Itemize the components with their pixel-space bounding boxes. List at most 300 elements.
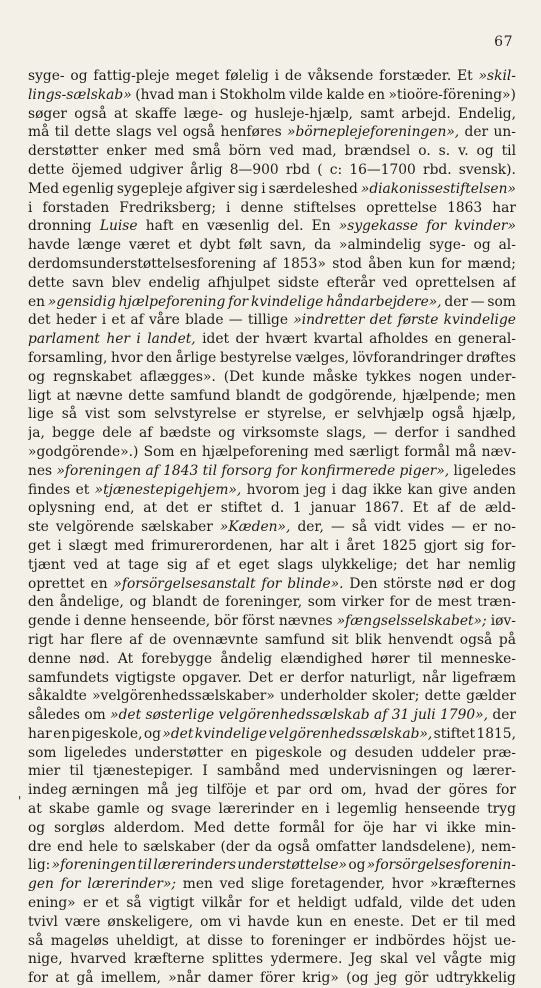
word: der bbox=[444, 293, 468, 310]
word: tillige bbox=[247, 312, 289, 329]
word: sit bbox=[331, 631, 349, 648]
text-line bbox=[28, 368, 516, 387]
word: at bbox=[113, 105, 128, 122]
word: haft bbox=[145, 218, 174, 235]
word: dronning bbox=[28, 218, 92, 235]
text-line bbox=[28, 913, 516, 932]
italic-word: landet, bbox=[147, 331, 196, 348]
italic-word: til bbox=[202, 462, 217, 479]
word: to bbox=[123, 838, 138, 855]
word: blandt bbox=[152, 594, 198, 611]
word: i bbox=[74, 613, 80, 630]
word: det bbox=[405, 556, 429, 573]
word: styrelse, bbox=[267, 406, 327, 423]
word: våre bbox=[149, 312, 180, 329]
word: det bbox=[451, 895, 474, 912]
word: små bbox=[192, 143, 221, 160]
word: træn- bbox=[477, 594, 516, 611]
word: er bbox=[83, 895, 98, 912]
word: så bbox=[351, 519, 368, 536]
word: samfundets bbox=[28, 669, 109, 686]
text-line bbox=[28, 593, 516, 612]
word: en bbox=[301, 801, 319, 818]
italic-word: »indretter bbox=[293, 312, 365, 329]
word: og bbox=[129, 594, 147, 611]
word: været bbox=[128, 237, 171, 254]
word: mest bbox=[437, 594, 472, 611]
word: åben bbox=[368, 255, 403, 272]
word: undervisningen bbox=[328, 763, 438, 780]
word: heldigt bbox=[297, 895, 347, 912]
word: denne bbox=[83, 613, 127, 630]
italic-word: Luise bbox=[99, 218, 138, 235]
word: dre bbox=[28, 838, 52, 855]
word: selvstyrelse bbox=[154, 406, 237, 423]
word: understøtter bbox=[134, 744, 223, 761]
word: for bbox=[333, 819, 354, 836]
word: stiftelses bbox=[293, 199, 357, 216]
word: bædste bbox=[159, 425, 211, 442]
text-line bbox=[28, 481, 516, 500]
word: hvad bbox=[374, 782, 409, 799]
word: alt bbox=[310, 537, 329, 554]
word: »almindelig bbox=[339, 237, 422, 254]
italic-word: velgörenhedssælskab», bbox=[268, 725, 433, 742]
word: også bbox=[74, 105, 107, 122]
word: såkaldte bbox=[28, 688, 87, 705]
italic-word: »det bbox=[162, 725, 194, 742]
word: damer bbox=[207, 970, 253, 987]
word: savn bbox=[71, 274, 104, 291]
word: At bbox=[117, 650, 134, 667]
word: har bbox=[436, 556, 461, 573]
word: i bbox=[331, 481, 337, 498]
word: for bbox=[389, 594, 410, 611]
italic-word: kvindelige bbox=[250, 293, 324, 310]
word: vilkår bbox=[201, 895, 242, 912]
word: de bbox=[459, 500, 477, 517]
text-line bbox=[28, 443, 516, 462]
word: tykkes bbox=[365, 368, 412, 385]
word: også bbox=[277, 838, 311, 855]
italic-word: parlament bbox=[28, 331, 100, 348]
word: slags bbox=[115, 124, 152, 141]
text-line bbox=[28, 669, 516, 688]
word: En bbox=[311, 218, 331, 235]
word: hvorom bbox=[246, 481, 300, 498]
word: först bbox=[242, 613, 275, 630]
word: har bbox=[60, 631, 84, 648]
italic-word: lærerinder»; bbox=[87, 876, 177, 893]
word: men bbox=[182, 876, 213, 893]
italic-word: i bbox=[136, 331, 141, 348]
word: par bbox=[276, 782, 301, 799]
word: sig bbox=[237, 180, 259, 197]
word: i bbox=[28, 199, 33, 216]
italic-word: af bbox=[145, 462, 159, 479]
word: ( bbox=[317, 161, 323, 178]
word: nes bbox=[28, 462, 53, 479]
text-line bbox=[28, 537, 516, 556]
word: årlig bbox=[190, 161, 223, 178]
word: det bbox=[165, 500, 189, 517]
word: »tioöre-förening») bbox=[388, 86, 516, 103]
italic-word: gen bbox=[28, 876, 54, 893]
word: oprettelsen bbox=[415, 274, 495, 291]
word: sambånd bbox=[216, 763, 281, 780]
word: om bbox=[200, 913, 222, 930]
word: i bbox=[261, 180, 266, 197]
word: med bbox=[289, 763, 320, 780]
word: ønskeligere, bbox=[107, 913, 194, 930]
text-line bbox=[28, 781, 516, 800]
italic-word: første bbox=[397, 312, 439, 329]
word: også bbox=[459, 631, 493, 648]
word: for bbox=[441, 255, 462, 272]
word: naturligt, bbox=[350, 669, 416, 686]
word: særdeleshed bbox=[268, 180, 358, 197]
word: landsdelene), bbox=[381, 838, 476, 855]
text-line bbox=[28, 161, 516, 180]
word: ulykkelige; bbox=[321, 556, 398, 573]
word: iøv- bbox=[490, 613, 516, 630]
word: og bbox=[446, 763, 464, 780]
word: slige bbox=[251, 876, 284, 893]
word: hjælp, bbox=[472, 406, 516, 423]
word: af bbox=[502, 274, 516, 291]
word: bör bbox=[214, 613, 238, 630]
word: — bbox=[330, 519, 345, 536]
text-line bbox=[28, 819, 516, 838]
word: al- bbox=[498, 237, 516, 254]
word: legemlig bbox=[337, 801, 398, 818]
word: for bbox=[495, 782, 516, 799]
word: der bbox=[416, 782, 441, 799]
italic-word: af bbox=[373, 707, 388, 724]
text-line bbox=[28, 462, 516, 481]
word: egenlig bbox=[62, 180, 114, 197]
word: sygepleje bbox=[116, 180, 183, 197]
word: foreninger, bbox=[225, 594, 303, 611]
word: således bbox=[28, 707, 80, 724]
word: Jeg bbox=[349, 951, 373, 968]
word: nød. bbox=[79, 650, 110, 667]
italic-word: »foreningen bbox=[56, 462, 142, 479]
word: har bbox=[392, 819, 417, 836]
word: om, bbox=[340, 782, 367, 799]
word: kun bbox=[296, 913, 323, 930]
word: lig: bbox=[28, 857, 51, 874]
word: året bbox=[346, 537, 375, 554]
word: vi bbox=[425, 819, 438, 836]
word: kræfterne bbox=[134, 951, 205, 968]
word: brændsel bbox=[344, 143, 411, 160]
italic-word: her bbox=[106, 331, 131, 348]
word: er bbox=[442, 913, 458, 930]
word: må bbox=[455, 443, 477, 460]
word: ligefræm bbox=[452, 669, 516, 686]
word: Et bbox=[457, 68, 473, 84]
word: eneste. bbox=[353, 913, 405, 930]
word: 1867. bbox=[364, 500, 404, 517]
word: derfor bbox=[394, 425, 439, 442]
word: et bbox=[111, 312, 126, 329]
word: stiftet bbox=[220, 500, 263, 517]
text-line bbox=[28, 199, 516, 218]
word: ligeledes bbox=[64, 744, 127, 761]
word: den bbox=[28, 594, 54, 611]
word: så bbox=[126, 895, 142, 912]
word: for bbox=[28, 970, 49, 987]
word: öje bbox=[362, 819, 384, 836]
word: sig bbox=[166, 556, 188, 573]
italic-word: 1790», bbox=[440, 707, 489, 724]
word: (og bbox=[346, 970, 369, 987]
word: Stokholm bbox=[219, 86, 286, 103]
word: tilföje bbox=[206, 782, 247, 799]
italic-word: for bbox=[60, 876, 81, 893]
word: d. bbox=[270, 500, 285, 517]
word: »kræfternes bbox=[429, 876, 516, 893]
word: syge- bbox=[429, 237, 466, 254]
word: vides bbox=[407, 519, 445, 536]
word: som bbox=[28, 744, 57, 761]
word: eget bbox=[238, 556, 270, 573]
word: ikke bbox=[372, 481, 403, 498]
word: årlige bbox=[175, 349, 217, 366]
word: og bbox=[28, 819, 46, 836]
word: med bbox=[114, 537, 145, 554]
word: Det bbox=[410, 913, 436, 930]
word: oprettet bbox=[28, 575, 85, 592]
word: mageløs bbox=[50, 932, 109, 949]
word: må bbox=[147, 782, 169, 799]
word: enіng» bbox=[28, 895, 76, 912]
italic-word: kvindelige bbox=[194, 725, 268, 742]
text-line bbox=[28, 687, 516, 706]
word: er bbox=[469, 575, 485, 592]
word: til bbox=[69, 763, 84, 780]
word: lærer- bbox=[472, 763, 516, 780]
word: denne bbox=[240, 199, 284, 216]
word: mad, bbox=[302, 143, 337, 160]
word: forstæder. bbox=[379, 68, 452, 84]
word: I bbox=[202, 763, 208, 780]
word: vidt bbox=[374, 519, 401, 536]
word: de bbox=[284, 68, 302, 84]
word: 1815, bbox=[476, 725, 516, 742]
word: ved bbox=[269, 143, 295, 160]
text-line bbox=[28, 894, 516, 913]
word: fattig-pleje bbox=[93, 68, 170, 84]
word: i bbox=[445, 425, 450, 442]
word: 1 bbox=[292, 500, 302, 517]
word: skoler; bbox=[371, 688, 420, 705]
word: blade bbox=[185, 312, 224, 329]
word: en bbox=[181, 218, 199, 235]
text-line bbox=[28, 612, 516, 631]
word: kunde bbox=[261, 368, 305, 385]
word: er bbox=[353, 932, 368, 949]
word: blev bbox=[111, 274, 141, 291]
italic-word: lings-sælskab» bbox=[28, 86, 132, 103]
word: idet bbox=[202, 331, 230, 348]
word: til bbox=[54, 124, 70, 141]
word: gjort bbox=[423, 537, 458, 554]
word: sælskaber bbox=[141, 519, 213, 536]
word: menneske- bbox=[440, 650, 516, 667]
italic-word: understøttelse» bbox=[237, 857, 347, 874]
word: at bbox=[28, 801, 42, 818]
word: blik bbox=[355, 631, 382, 648]
word: svensk). bbox=[458, 161, 516, 178]
word: 1863 bbox=[447, 199, 483, 216]
word: at bbox=[186, 932, 200, 949]
word: af bbox=[130, 312, 144, 329]
word: foreninger bbox=[271, 932, 346, 949]
text-line bbox=[28, 650, 516, 669]
word: af bbox=[437, 500, 451, 517]
word: Et bbox=[412, 500, 429, 517]
word: en bbox=[53, 725, 71, 742]
word: 16—1700 bbox=[349, 161, 416, 178]
word: dette bbox=[74, 124, 111, 141]
text-line bbox=[28, 424, 516, 443]
word: nem- bbox=[481, 838, 516, 855]
word: udtrykkelig bbox=[435, 970, 516, 987]
word: hører bbox=[371, 650, 410, 667]
word: dette bbox=[233, 819, 271, 836]
text-line bbox=[28, 180, 516, 199]
word: ja, bbox=[28, 425, 45, 442]
word: åndelige, bbox=[59, 594, 124, 611]
italic-word: 31 bbox=[391, 707, 410, 724]
word: et bbox=[216, 556, 231, 573]
word: velgörende bbox=[55, 519, 135, 536]
word: havde bbox=[28, 237, 70, 254]
word: splittes bbox=[211, 951, 264, 968]
word: at bbox=[143, 500, 158, 517]
word: ved bbox=[73, 556, 99, 573]
word: for- bbox=[491, 537, 516, 554]
text-line bbox=[28, 838, 516, 857]
word: en bbox=[28, 293, 46, 310]
word: i bbox=[226, 199, 231, 216]
word: tjænt bbox=[28, 556, 66, 573]
word: ord bbox=[308, 782, 333, 799]
italic-word: til bbox=[137, 857, 152, 874]
word: to bbox=[250, 932, 265, 949]
word: næv- bbox=[481, 443, 516, 460]
word: — bbox=[373, 425, 388, 442]
word: mænd; bbox=[467, 255, 516, 272]
word: af bbox=[195, 556, 209, 573]
word: for bbox=[249, 895, 270, 912]
word: disse bbox=[207, 932, 243, 949]
text-line bbox=[28, 875, 516, 894]
italic-word: »forsörgelsesanstalt bbox=[113, 575, 256, 592]
word: dybt bbox=[199, 237, 231, 254]
word: i bbox=[101, 312, 107, 329]
word: ligeledes bbox=[453, 462, 516, 479]
word: tryg bbox=[487, 801, 516, 818]
word: mig bbox=[489, 951, 516, 968]
word: virker bbox=[341, 594, 384, 611]
word: ved bbox=[219, 876, 245, 893]
word: Det bbox=[248, 669, 273, 686]
word: öjemed bbox=[71, 161, 123, 178]
word: arbejd. bbox=[401, 105, 451, 122]
italic-word: lærerinders bbox=[153, 857, 237, 874]
word: kun bbox=[408, 255, 435, 272]
word: en bbox=[367, 86, 385, 103]
word: lærerinder bbox=[218, 801, 295, 818]
word: opgaver. bbox=[182, 669, 242, 686]
body-text bbox=[28, 67, 516, 988]
word: henføres bbox=[220, 124, 282, 141]
text-line bbox=[28, 631, 516, 650]
word: rigt bbox=[28, 631, 54, 648]
text-line bbox=[28, 311, 516, 330]
word: dette bbox=[28, 161, 65, 178]
word: og bbox=[473, 237, 491, 254]
word: måske bbox=[312, 368, 358, 385]
word: søger bbox=[28, 105, 67, 122]
word: de bbox=[149, 631, 167, 648]
word: uheldigt, bbox=[116, 932, 179, 949]
word: så bbox=[28, 932, 44, 949]
word: Fredriksberg; bbox=[119, 199, 216, 216]
word: i bbox=[325, 801, 330, 818]
word: der, bbox=[297, 519, 324, 536]
word: skabe bbox=[48, 801, 90, 818]
word: i bbox=[57, 537, 62, 554]
word: og bbox=[143, 725, 161, 742]
word: no- bbox=[494, 519, 516, 536]
word: derstøtter bbox=[28, 143, 99, 160]
word: indeg ærningen bbox=[28, 782, 140, 799]
word: end bbox=[57, 838, 84, 855]
word: Endelig, bbox=[458, 105, 516, 122]
word: en bbox=[90, 575, 108, 592]
italic-word: for bbox=[228, 293, 249, 310]
word: af bbox=[139, 425, 153, 442]
word: henseende bbox=[404, 801, 480, 818]
word: jeg bbox=[305, 481, 327, 498]
word: elændighed bbox=[280, 650, 363, 667]
word: ue- bbox=[494, 932, 516, 949]
word: nogen bbox=[418, 368, 463, 385]
word: og bbox=[348, 857, 366, 874]
word: præ- bbox=[482, 744, 516, 761]
word: »godgörende».) bbox=[28, 443, 139, 460]
word: hjælpende; bbox=[402, 387, 481, 404]
text-line bbox=[28, 67, 516, 86]
word: er bbox=[197, 500, 212, 517]
word: de bbox=[202, 594, 220, 611]
word: give bbox=[438, 481, 468, 498]
word: også bbox=[431, 406, 465, 423]
text-line bbox=[28, 349, 516, 368]
word: ste bbox=[28, 519, 49, 536]
text-line bbox=[28, 86, 516, 105]
word: lövforandringer bbox=[352, 349, 463, 366]
word: under- bbox=[469, 368, 516, 385]
word: er bbox=[244, 406, 260, 423]
text-line bbox=[28, 499, 516, 518]
word: gör bbox=[404, 970, 429, 987]
word: un- bbox=[493, 124, 516, 141]
